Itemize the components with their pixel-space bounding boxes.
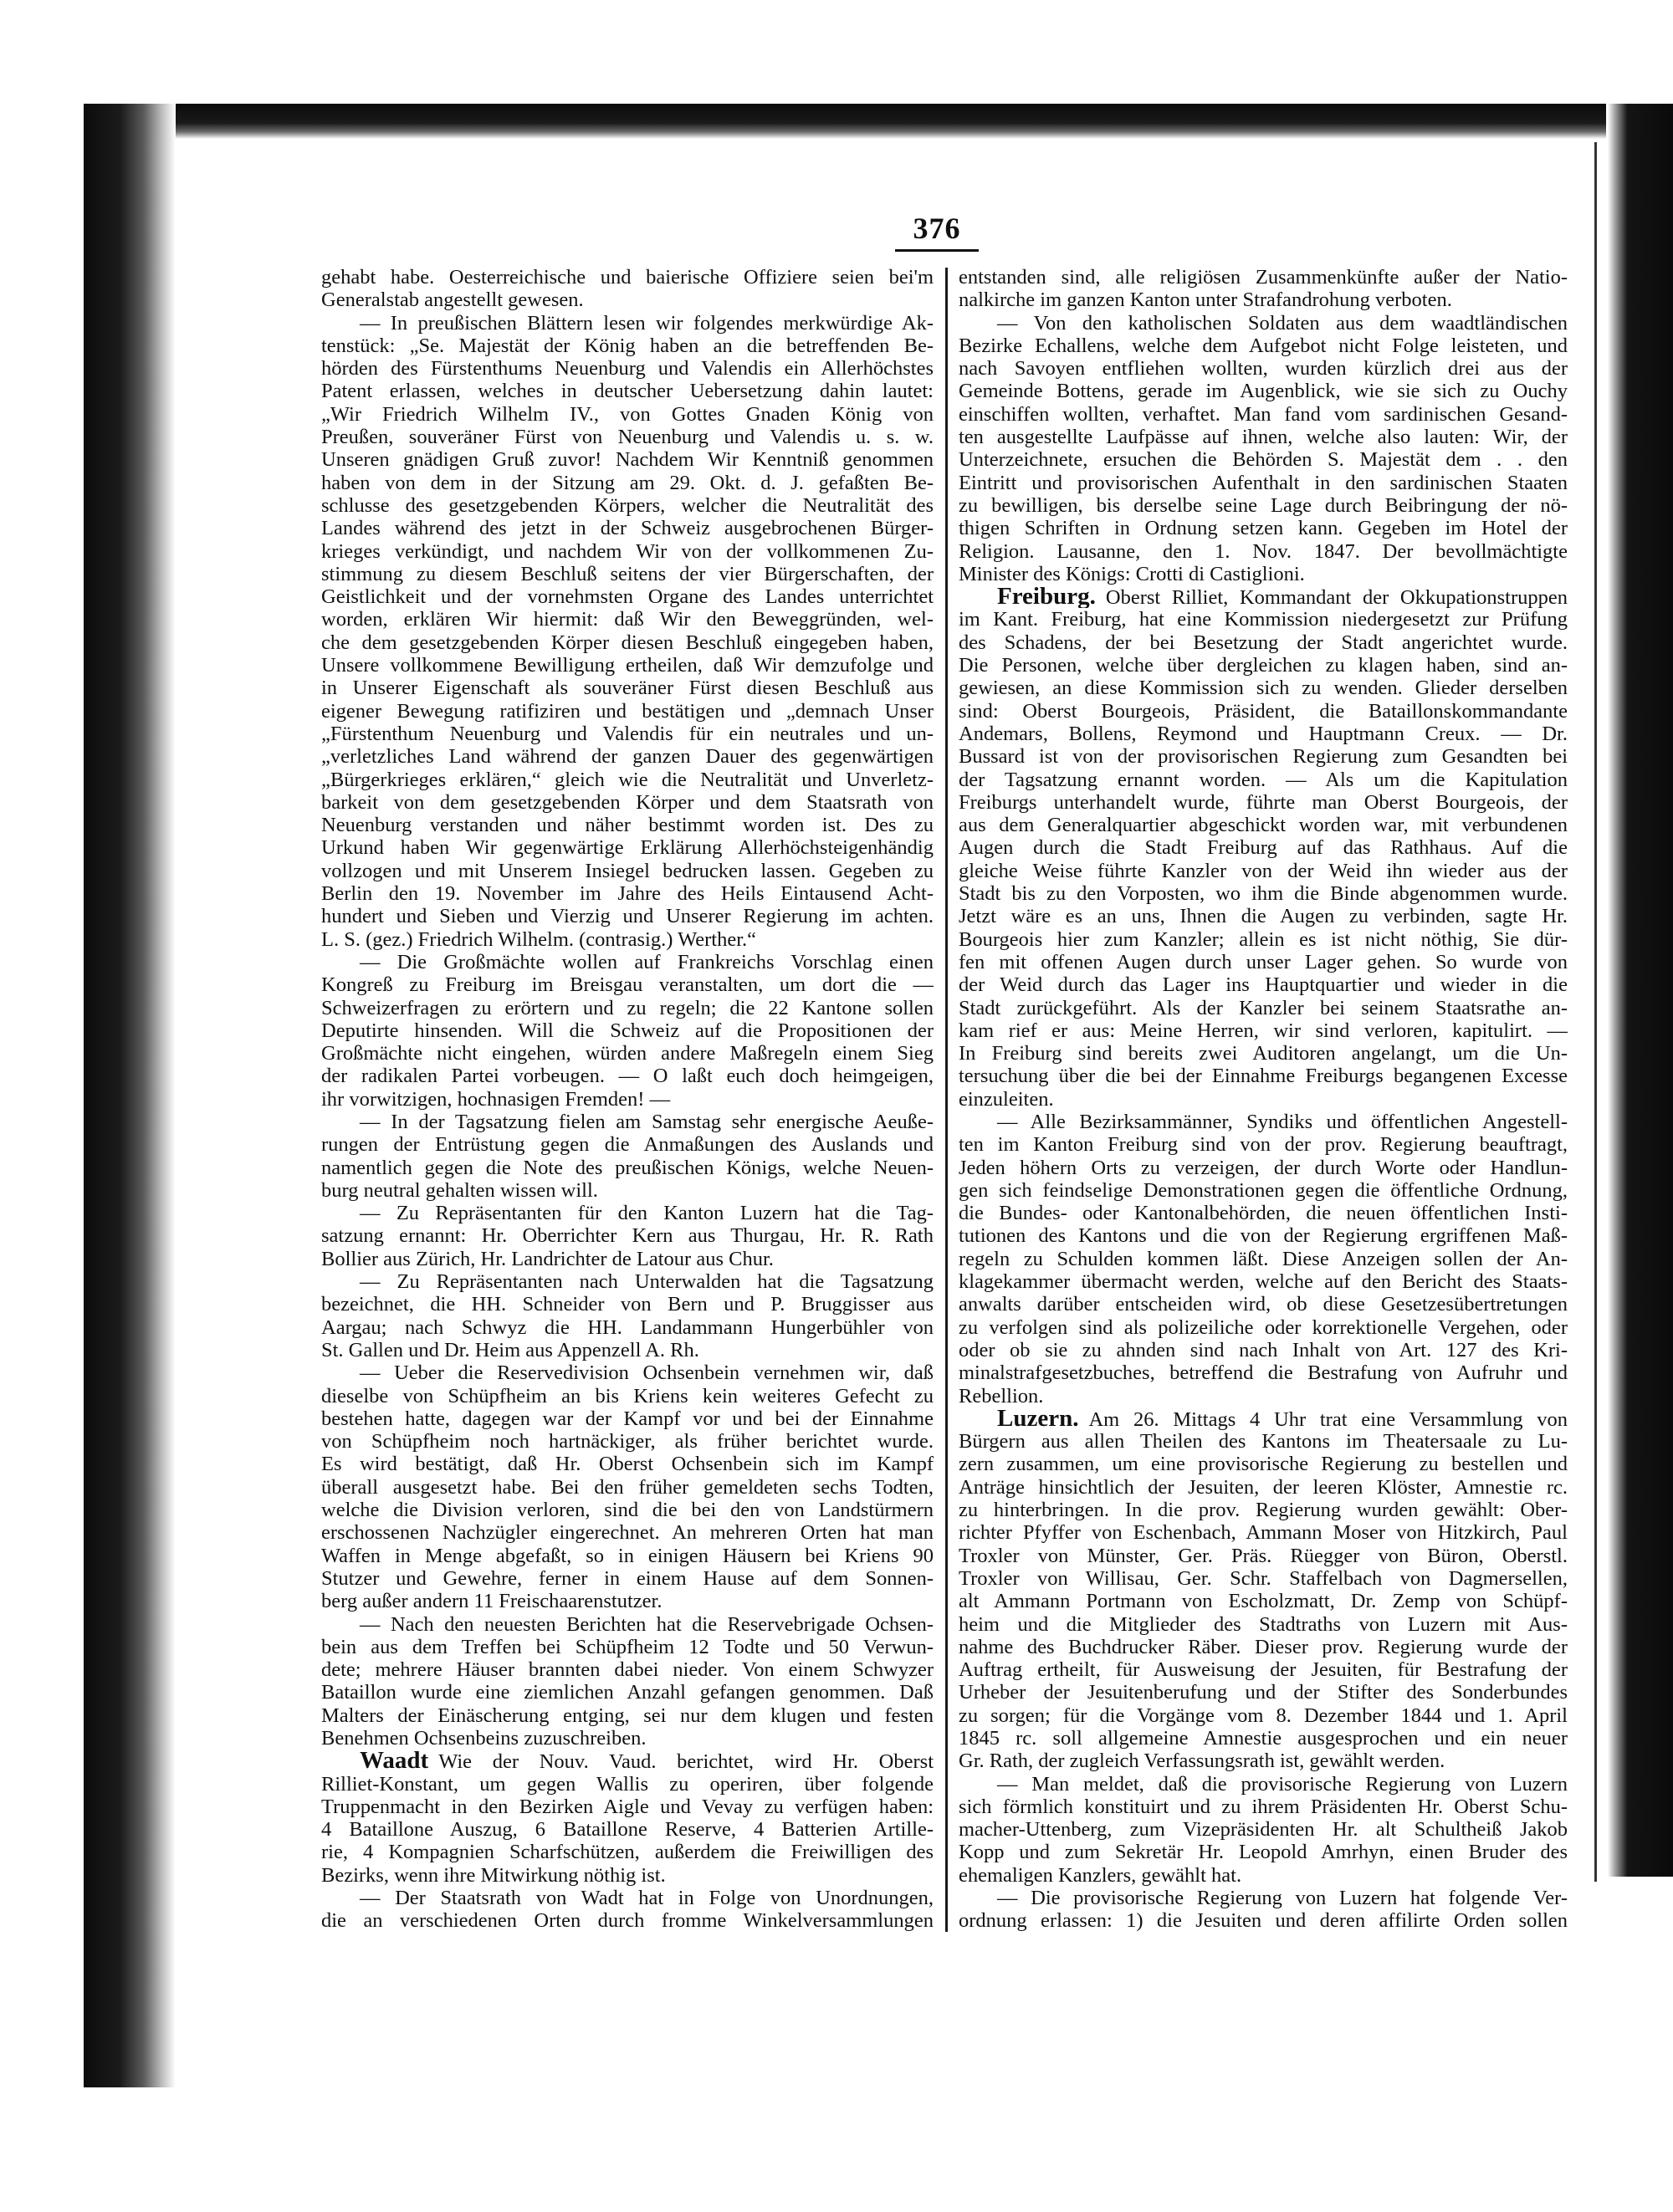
text-line: thigen Schriften in Ordnung setzen kann. Gegeben im Hotel der xyxy=(959,517,1568,540)
text-line: — Man meldet, daß die provisorische Regierung von Luzern xyxy=(997,1772,1568,1796)
text-line: heim und die Mitglieder des Stadtraths von Luzern mit Aus- xyxy=(959,1612,1568,1636)
text-line: schlusse des gesetzgebenden Körpers, welcher die Neutralität des xyxy=(321,493,934,517)
text-line: Auftrag ertheilt, für Ausweisung der Jesuiten, für Bestrafung der xyxy=(959,1658,1568,1682)
text-line: bestehen hatte, dagegen war der Kampf vor und bei der Einnahme xyxy=(321,1407,934,1430)
text-line: gewiesen, an diese Kommission sich zu wenden. Glieder derselben xyxy=(959,677,1568,700)
scan-edge-line xyxy=(1594,142,1597,1882)
text-line: die Bundes- oder Kantonalbehörden, die neuen öffentlichen Insti- xyxy=(959,1202,1568,1225)
text-line: Deputirte hinsenden. Will die Schweiz auf die Propositionen der xyxy=(321,1019,934,1042)
paragraph xyxy=(959,1773,1568,1887)
text-line: dieselbe von Schüpfheim an bis Kriens kein weiteres Gefecht zu xyxy=(321,1384,934,1407)
text-line: anwalts darüber entscheiden wird, ob diese Gesetzesübertretungen xyxy=(959,1293,1568,1316)
text-line: Unterzeichnete, ersuchen die Behörden S. Majestät dem . . den xyxy=(959,448,1568,472)
text-line xyxy=(959,585,1568,608)
text-line: der Tagsatzung ernannt worden. — Als um die Kapitulation xyxy=(959,768,1568,791)
text-line: — Nach den neuesten Berichten hat die Reservebrigade Ochsen- xyxy=(360,1612,934,1636)
text-line: zu bewilligen, bis derselbe seine Lage durch Beibringung der nö- xyxy=(959,493,1568,517)
paragraph xyxy=(321,1887,934,1933)
text-line: Bezirks, wenn ihre Mitwirkung nöthig ist. xyxy=(321,1863,666,1887)
text-line: In Freiburg sind bereits zwei Auditoren angelangt, um die Un- xyxy=(959,1042,1568,1065)
text-line: 1845 rc. soll allgemeine Amnestie ausgesprochen und ein neuer xyxy=(959,1727,1568,1750)
text-line: Bataillon wurde eine ziemlichen Anzahl gefangen genommen. Daß xyxy=(321,1681,934,1704)
text-line: tutionen des Kantons und die von der Regierung ergriffenen Maß- xyxy=(959,1224,1568,1248)
text-line: nach Savoyen entfliehen wollten, wurden kürzlich drei aus der xyxy=(959,357,1568,381)
text-line: Es wird bestätigt, daß Hr. Oberst Ochsenbein sich im Kampf xyxy=(321,1453,934,1476)
paragraph xyxy=(959,1887,1568,1933)
left-column xyxy=(321,266,934,1933)
text-line: rungen der Entrüstung gegen die Anmaßungen des Auslands und xyxy=(321,1133,934,1157)
text-line: stimmung zu diesem Beschluß seitens der vier Bürgerschaften, der xyxy=(321,562,934,585)
text-line: macher-Uttenberg, zum Vizepräsidenten Hr. alt Schultheiß Jakob xyxy=(959,1818,1568,1842)
text-line: Waffen in Menge abgefaßt, so in einigen Häusern bei Kriens 90 xyxy=(321,1544,934,1567)
text-line: Bürgern aus allen Theilen des Kantons im Theatersaale zu Lu- xyxy=(959,1430,1568,1453)
paragraph xyxy=(321,1202,934,1270)
text-line: — Von den katholischen Soldaten aus dem waadtländischen xyxy=(997,311,1568,335)
text-line: Bollier aus Zürich, Hr. Landrichter de Latour aus Chur. xyxy=(321,1247,774,1270)
text-line: L. S. (gez.) Friedrich Wilhelm. (contrasig.) Werther.“ xyxy=(321,927,757,951)
text-line: klagekammer übermacht werden, welche auf den Bericht des Staats- xyxy=(959,1270,1568,1294)
text-line: Urkund haben Wir gegenwärtige Erklärung Allerhöchsteigenhändig xyxy=(321,836,934,860)
text-line: — Alle Bezirksammänner, Syndiks und öffentlichen Angestell- xyxy=(997,1110,1568,1133)
text-line: Neuenburg verstanden und näher bestimmt worden ist. Des zu xyxy=(321,814,934,837)
text-line: entstanden sind, alle religiösen Zusammenkünfte außer der Natio- xyxy=(959,266,1568,289)
text-line: Rilliet-Konstant, um gegen Wallis zu operiren, über folgende xyxy=(321,1772,934,1796)
text-line: — Zu Repräsentanten für den Kanton Luzern hat die Tag- xyxy=(360,1202,934,1225)
paragraph xyxy=(321,266,934,312)
text-line: hörden des Fürstenthums Neuenburg und Valendis ein Allerhöchstes xyxy=(321,357,934,381)
text-line: Jeden höhern Orts zu verzeigen, der durch Worte oder Handlun- xyxy=(959,1156,1568,1179)
text-line: Unseren gnädigen Gruß zuvor! Nachdem Wir Kenntniß genommen xyxy=(321,448,934,472)
text-line: — Die Großmächte wollen auf Frankreichs Vorschlag einen xyxy=(360,950,934,973)
text-line: Stutzer und Gewehre, ferner in einem Hause auf dem Sonnen- xyxy=(321,1566,934,1590)
text-line: zu verfolgen sind als polizeiliche oder korrektionelle Vergehen, oder xyxy=(959,1315,1568,1339)
text-line: Landes während des jetzt in der Schweiz ausgebrochenen Bürger- xyxy=(321,517,934,540)
text-line: Kopp und zum Sekretär Hr. Leopold Amrhyn, einen Bruder des xyxy=(959,1841,1568,1864)
text-line: Stadt zurückgeführt. Als der Kanzler bei seinem Staatsrathe an- xyxy=(959,996,1568,1019)
text-line: Jetzt wäre es an uns, Ihnen die Augen zu verbinden, sagte Hr. xyxy=(959,905,1568,928)
text-line: sich förmlich konstituirt und zu ihrem Präsidenten Hr. Oberst Schu- xyxy=(959,1795,1568,1818)
text-line: haben von dem in der Sitzung am 29. Okt. d. J. gefaßten Be- xyxy=(321,471,934,494)
text-line: Schweizerfragen zu erörtern und zu regeln; die 22 Kantone sollen xyxy=(321,996,934,1019)
line-text: Am 26. Mittags 4 Uhr trat eine Versammlung von xyxy=(1088,1407,1568,1431)
text-line: bezeichnet, die HH. Schneider von Bern und P. Bruggisser aus xyxy=(321,1293,934,1316)
text-line: zu sorgen; für die Vorgänge vom 8. Dezember 1844 und 1. April xyxy=(959,1704,1568,1727)
text-line: burg neutral gehalten wissen will. xyxy=(321,1178,598,1202)
text-line: — Der Staatsrath von Wadt hat in Folge von Unordnungen, xyxy=(360,1887,934,1910)
text-line: fen mit offenen Augen durch unser Lager gehen. So wurde von xyxy=(959,950,1568,973)
text-line: berg außer andern 11 Freischaarenstutzer. xyxy=(321,1590,663,1613)
scan-border-left xyxy=(84,104,176,2087)
text-line: Patent erlassen, welches in deutscher Uebersetzung dahin lautet: xyxy=(321,380,934,403)
text-line: die an verschiedenen Orten durch fromme Winkelversammlungen xyxy=(321,1909,934,1933)
scan-border-right xyxy=(1608,104,1673,1877)
text-line: barkeit von dem gesetzgebenden Körper und dem Staatsrath von xyxy=(321,790,934,814)
text-line: „Wir Friedrich Wilhelm IV., von Gottes Gnaden König von xyxy=(321,402,934,426)
text-line: gen sich feindselige Demonstrationen gegen die öffentliche Ordnung, xyxy=(959,1178,1568,1202)
text-line: ordnung erlassen: 1) die Jesuiten und deren affilirte Orden sollen xyxy=(959,1909,1568,1933)
paragraph xyxy=(321,312,934,951)
text-line xyxy=(321,1750,934,1772)
paragraph xyxy=(321,1270,934,1361)
column-divider xyxy=(945,268,948,1932)
text-line: hundert und Sieben und Vierzig und Unserer Regierung im achten. xyxy=(321,905,934,928)
text-line: des Schadens, der bei Besetzung der Stadt angerichtet wurde. xyxy=(959,631,1568,654)
text-line: — In preußischen Blättern lesen wir folgendes merkwürdige Ak- xyxy=(360,311,934,335)
text-line: „verletzliches Land während der ganzen Dauer des gegenwärtigen xyxy=(321,745,934,769)
text-line: in Unserer Eigenschaft als souveräner Fürst diesen Beschluß aus xyxy=(321,677,934,700)
text-line: regeln zu Schulden kommen läßt. Diese Anzeigen sollen der An- xyxy=(959,1247,1568,1270)
text-line: — Die provisorische Regierung von Luzern hat folgende Ver- xyxy=(997,1887,1568,1910)
text-line xyxy=(959,1407,1568,1430)
text-line: welche die Division verloren, sind die bei den von Landstürmern xyxy=(321,1499,934,1522)
text-line: Preußen, souveräner Fürst von Neuenburg und Valendis u. s. w. xyxy=(321,426,934,449)
text-line: Berlin den 19. November im Jahre des Heils Eintausend Acht- xyxy=(321,882,934,906)
paragraph xyxy=(321,1613,934,1750)
text-line: richter Pfyffer von Eschenbach, Ammann Moser von Hitzkirch, Paul xyxy=(959,1521,1568,1545)
section-heading: Luzern. xyxy=(997,1407,1079,1431)
text-line: Gr. Rath, der zugleich Verfassungsrath ist, gewählt werden. xyxy=(959,1750,1445,1773)
text-line: ten im Kanton Freiburg sind von der prov. Regierung beauftragt, xyxy=(959,1133,1568,1157)
text-line: Bourgeois hier zum Kanzler; allein es ist nicht nöthig, Sie dür- xyxy=(959,927,1568,951)
paragraph xyxy=(959,312,1568,586)
text-line: tenstück: „Se. Majestät der König haben an die betreffenden Be- xyxy=(321,334,934,357)
text-line: erschossenen Nachzügler eingerechnet. An mehreren Orten hat man xyxy=(321,1521,934,1545)
article-paragraph xyxy=(321,1750,934,1887)
text-line: — Zu Repräsentanten nach Unterwalden hat die Tagsatzung xyxy=(360,1270,934,1294)
paragraph xyxy=(321,1111,934,1202)
text-line: krieges verkündigt, und nachdem Wir von der vollkommenen Zu- xyxy=(321,539,934,563)
text-line: „Fürstenthum Neuenburg und Valendis für ein neutrales und un- xyxy=(321,722,934,745)
text-line: — In der Tagsatzung fielen am Samstag sehr energische Aeuße- xyxy=(360,1110,934,1133)
text-line: Bezirke Echallens, welche dem Aufgebot nicht Folge leisteten, und xyxy=(959,334,1568,357)
text-line: Großmächte nicht eingehen, würden andere Maßregeln einem Sieg xyxy=(321,1042,934,1065)
text-line: ihr vorwitzigen, hochnasigen Fremden! — xyxy=(321,1087,671,1111)
paragraph xyxy=(321,1361,934,1612)
section-heading: Freiburg. xyxy=(997,585,1096,609)
text-line: Benehmen Ochsenbeins zuzuschreiben. xyxy=(321,1727,647,1750)
text-line: dete; mehrere Häuser brannten dabei nieder. Von einem Schwyzer xyxy=(321,1658,934,1682)
text-line: minalstrafgesetzbuches, betreffend die Bestrafung von Aufruhr und xyxy=(959,1361,1568,1385)
text-line: — Ueber die Reservedivision Ochsenbein vernehmen wir, daß xyxy=(360,1361,934,1385)
text-line: zern zusammen, um eine provisorische Regierung zu bestellen und xyxy=(959,1453,1568,1476)
text-line: Generalstab angestellt gewesen. xyxy=(321,289,584,312)
article-paragraph xyxy=(959,585,1568,1111)
text-line: worden, erklären Wir hiermit: daß Wir den Beweggründen, wel- xyxy=(321,608,934,631)
text-line: Unsere vollkommene Bewilligung ertheilen, daß Wir demzufolge und xyxy=(321,654,934,677)
text-line: überall ausgesetzt habe. Bei den früher gemeldeten sechs Todten, xyxy=(321,1475,934,1499)
text-line: Die Personen, welche über dergleichen zu klagen haben, sind an- xyxy=(959,654,1568,677)
text-line: vollzogen und mit Unserem Insiegel bedrucken lassen. Gegeben zu xyxy=(321,859,934,882)
text-line: der Weid durch das Lager ins Hauptquartier und wieder in die xyxy=(959,973,1568,997)
text-line: oder ob sie zu ahnden sind nach Inhalt von Art. 127 des Kri- xyxy=(959,1338,1568,1361)
text-line: im Kant. Freiburg, hat eine Kommission niedergesetzt zur Prüfung xyxy=(959,608,1568,631)
text-line: Malters der Einäscherung entging, sei nur dem klugen und festen xyxy=(321,1704,934,1727)
text-line: namentlich gegen die Note des preußischen Königs, welche Neuen- xyxy=(321,1156,934,1179)
text-line: aus dem Generalquartier abgeschickt worden war, mit verbundenen xyxy=(959,814,1568,837)
text-line: „Bürgerkrieges erklären,“ gleich wie die Neutralität und Unverletz- xyxy=(321,768,934,791)
line-text: Wie der Nouv. Vaud. berichtet, wird Hr. Oberst xyxy=(438,1750,934,1773)
text-line: Geistlichkeit und der vornehmsten Organe des Landes unterrichtet xyxy=(321,585,934,609)
text-line: Bussard ist von der provisorischen Regierung zum Gesandten bei xyxy=(959,745,1568,769)
text-line: zu hinterbringen. In die prov. Regierung wurden gewählt: Ober- xyxy=(959,1499,1568,1522)
scan-border-top xyxy=(84,104,1606,139)
text-line: Gemeinde Bottens, gerade im Augenblick, wie sie sich zu Ouchy xyxy=(959,380,1568,403)
text-line: gehabt habe. Oesterreichische und baierische Offiziere seien bei'm xyxy=(321,266,934,289)
text-line: Eintritt und provisorischen Aufenthalt in den sardinischen Staaten xyxy=(959,471,1568,494)
text-line: Aargau; nach Schwyz die HH. Landammann Hungerbühler von xyxy=(321,1315,934,1339)
paragraph xyxy=(321,951,934,1111)
text-line: eigener Bewegung ratifiziren und bestätigen und „demnach Unser xyxy=(321,699,934,723)
text-line: gleiche Weise führte Kanzler von der Weid ihn wieder aus der xyxy=(959,859,1568,882)
page-number: 376 xyxy=(913,212,961,245)
text-line: Rebellion. xyxy=(959,1384,1044,1407)
paragraph xyxy=(959,266,1568,312)
text-line: Andemars, Bollens, Reymond und Hauptmann Creux. — Dr. xyxy=(959,722,1568,745)
text-line: von Schüpfheim noch hartnäckiger, als früher berichtet wurde. xyxy=(321,1430,934,1453)
text-line: Troxler von Willisau, Ger. Schr. Staffelbach von Dagmersellen, xyxy=(959,1566,1568,1590)
text-line: einzuleiten. xyxy=(959,1087,1054,1111)
text-line: Kongreß zu Freiburg im Breisgau veranstalten, um dort die — xyxy=(321,973,934,997)
text-line: Minister des Königs: Crotti di Castiglioni. xyxy=(959,562,1305,585)
page-number-underline xyxy=(895,249,979,252)
text-line: Troxler von Münster, Ger. Präs. Rüegger von Büron, Oberstl. xyxy=(959,1544,1568,1567)
text-line: Urheber der Jesuitenberufung und der Stifter des Sonderbundes xyxy=(959,1681,1568,1704)
text-line: tersuchung über die bei der Einnahme Freiburgs begangenen Excesse xyxy=(959,1065,1568,1088)
text-line: Anträge hinsichtlich der Jesuiten, der leeren Klöster, Amnestie rc. xyxy=(959,1475,1568,1499)
text-line: ten ausgestellte Laufpässe auf ihnen, welche also lauten: Wir, der xyxy=(959,426,1568,449)
text-line: St. Gallen und Dr. Heim aus Appenzell A. Rh. xyxy=(321,1338,699,1361)
text-line: der radikalen Partei vorbeugen. — O laßt euch doch heimgeigen, xyxy=(321,1065,934,1088)
text-line: Stadt bis zu den Vorposten, wo ihm die Binde abgenommen wurde. xyxy=(959,882,1568,906)
text-line: Truppenmacht in den Bezirken Aigle und Vevay zu verfügen haben: xyxy=(321,1795,934,1818)
text-line: alt Ammann Portmann von Escholzmatt, Dr. Zemp von Schüpf- xyxy=(959,1590,1568,1613)
text-line: Freiburgs unterhandelt wurde, führte man Oberst Bourgeois, der xyxy=(959,790,1568,814)
text-line: che dem gesetzgebenden Körper diesen Beschluß eingegeben haben, xyxy=(321,631,934,654)
right-column xyxy=(959,266,1568,1933)
text-line: nahme des Buchdrucker Räber. Dieser prov. Regierung wurde der xyxy=(959,1635,1568,1658)
text-line: rie, 4 Kompagnien Scharfschützen, außerdem die Freiwilligen des xyxy=(321,1841,934,1864)
text-line: satzung ernannt: Hr. Oberrichter Kern aus Thurgau, Hr. R. Rath xyxy=(321,1224,934,1248)
text-line: sind: Oberst Bourgeois, Präsident, die Bataillonskommandante xyxy=(959,699,1568,723)
text-line: nalkirche im ganzen Kanton unter Strafandrohung verboten. xyxy=(959,289,1452,312)
text-line: einschiffen wollten, verhaftet. Man fand vom sardinischen Gesand- xyxy=(959,402,1568,426)
text-line: 4 Bataillone Auszug, 6 Bataillone Reserve, 4 Batterien Artille- xyxy=(321,1818,934,1842)
paragraph xyxy=(959,1111,1568,1407)
text-line: bein aus dem Treffen bei Schüpfheim 12 Todte und 50 Verwun- xyxy=(321,1635,934,1658)
text-line: kam rief er aus: Meine Herren, wir sind verloren, kapitulirt. — xyxy=(959,1019,1568,1042)
text-line: Augen durch die Stadt Freiburg auf das Rathhaus. Auf die xyxy=(959,836,1568,860)
text-line: ehemaligen Kanzlers, gewählt hat. xyxy=(959,1863,1242,1887)
line-text: Oberst Rilliet, Kommandant der Okkupationstruppen xyxy=(1105,586,1568,609)
text-line: Religion. Lausanne, den 1. Nov. 1847. Der bevollmächtigte xyxy=(959,539,1568,563)
section-heading: Waadt xyxy=(360,1750,429,1773)
article-paragraph xyxy=(959,1407,1568,1773)
